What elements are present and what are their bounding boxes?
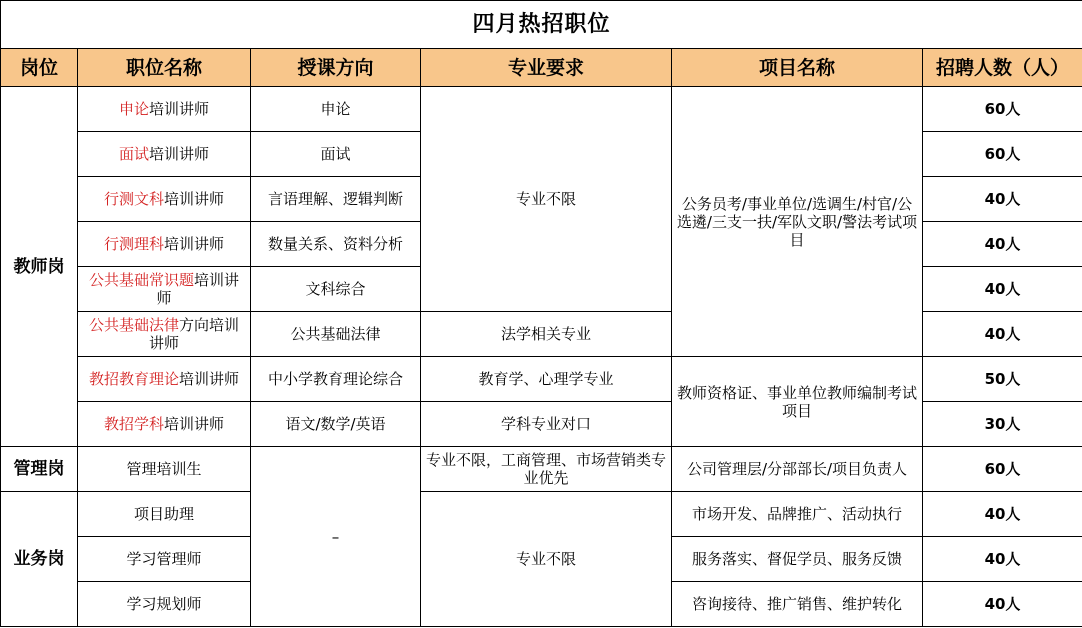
table-row bbox=[1, 447, 1082, 492]
count-cell: 40人 bbox=[923, 537, 1082, 582]
position-name-cell bbox=[78, 132, 251, 177]
count-cell: 30人 bbox=[923, 402, 1082, 447]
position-name-cell bbox=[78, 402, 251, 447]
position-highlight: 行测理科 bbox=[103, 235, 164, 253]
position-suffix: 培训讲师 bbox=[164, 190, 225, 208]
position-name-cell bbox=[78, 267, 251, 312]
group-teacher: 教师岗 bbox=[1, 87, 78, 447]
header-position-name: 职位名称 bbox=[78, 49, 251, 87]
requirement-cell: 专业不限 bbox=[421, 492, 672, 627]
table-title: 四月热招职位 bbox=[1, 1, 1082, 49]
direction-cell: 面试 bbox=[251, 132, 421, 177]
requirement-cell: 学科专业对口 bbox=[421, 402, 672, 447]
project-cell: 公司管理层/分部部长/项目负责人 bbox=[672, 447, 923, 492]
count-cell: 40人 bbox=[923, 492, 1082, 537]
header-gangwei: 岗位 bbox=[1, 49, 78, 87]
requirement-cell: 专业不限，工商管理、市场营销类专业优先 bbox=[421, 447, 672, 492]
direction-cell: 数量关系、资料分析 bbox=[251, 222, 421, 267]
direction-cell: 语文/数学/英语 bbox=[251, 402, 421, 447]
position-highlight: 教招学科 bbox=[103, 415, 164, 433]
position-name-cell bbox=[78, 357, 251, 402]
position-highlight: 公共基础法律 bbox=[88, 316, 179, 334]
direction-cell: 申论 bbox=[251, 87, 421, 132]
position-name-cell: 学习规划师 bbox=[78, 582, 251, 627]
count-cell: 60人 bbox=[923, 447, 1082, 492]
group-management: 管理岗 bbox=[1, 447, 78, 492]
header-direction: 授课方向 bbox=[251, 49, 421, 87]
count-cell: 60人 bbox=[923, 87, 1082, 132]
position-name-cell bbox=[78, 312, 251, 357]
count-cell: 40人 bbox=[923, 222, 1082, 267]
position-name-cell: 管理培训生 bbox=[78, 447, 251, 492]
requirement-cell: 法学相关专业 bbox=[421, 312, 672, 357]
position-highlight: 申论 bbox=[118, 100, 149, 118]
position-suffix: 培训讲师 bbox=[149, 145, 210, 163]
position-name-cell bbox=[78, 177, 251, 222]
position-suffix: 培训讲师 bbox=[179, 370, 240, 388]
position-suffix: 培训讲师 bbox=[149, 100, 210, 118]
requirement-cell: 教育学、心理学专业 bbox=[421, 357, 672, 402]
position-suffix: 培训讲师 bbox=[164, 415, 225, 433]
direction-cell: – bbox=[251, 447, 421, 627]
position-name-cell: 项目助理 bbox=[78, 492, 251, 537]
position-highlight: 教招教育理论 bbox=[88, 370, 179, 388]
project-cell: 服务落实、督促学员、服务反馈 bbox=[672, 537, 923, 582]
count-cell: 40人 bbox=[923, 312, 1082, 357]
position-highlight: 面试 bbox=[118, 145, 149, 163]
position-name-cell: 学习管理师 bbox=[78, 537, 251, 582]
position-suffix: 培训讲师 bbox=[156, 271, 240, 307]
project-cell: 市场开发、品牌推广、活动执行 bbox=[672, 492, 923, 537]
position-suffix: 培训讲师 bbox=[164, 235, 225, 253]
position-highlight: 公共基础常识题 bbox=[88, 271, 194, 289]
direction-cell: 言语理解、逻辑判断 bbox=[251, 177, 421, 222]
direction-cell: 中小学教育理论综合 bbox=[251, 357, 421, 402]
position-highlight: 行测文科 bbox=[103, 190, 164, 208]
count-cell: 40人 bbox=[923, 177, 1082, 222]
header-count: 招聘人数（人） bbox=[923, 49, 1082, 87]
requirement-cell: 专业不限 bbox=[421, 87, 672, 312]
position-suffix: 方向培训讲师 bbox=[148, 316, 240, 352]
table-row bbox=[1, 87, 1082, 132]
project-cell: 公务员考/事业单位/选调生/村官/公选遴/三支一扶/军队文职/警法考试项目 bbox=[672, 87, 923, 357]
position-name-cell bbox=[78, 87, 251, 132]
table-row bbox=[1, 357, 1082, 402]
count-cell: 50人 bbox=[923, 357, 1082, 402]
project-cell: 教师资格证、事业单位教师编制考试项目 bbox=[672, 357, 923, 447]
count-cell: 60人 bbox=[923, 132, 1082, 177]
position-name-cell bbox=[78, 222, 251, 267]
count-cell: 40人 bbox=[923, 582, 1082, 627]
header-project: 项目名称 bbox=[672, 49, 923, 87]
table-row bbox=[1, 492, 1082, 537]
group-business: 业务岗 bbox=[1, 492, 78, 627]
project-cell: 咨询接待、推广销售、维护转化 bbox=[672, 582, 923, 627]
count-cell: 40人 bbox=[923, 267, 1082, 312]
header-requirement: 专业要求 bbox=[421, 49, 672, 87]
direction-cell: 文科综合 bbox=[251, 267, 421, 312]
direction-cell: 公共基础法律 bbox=[251, 312, 421, 357]
